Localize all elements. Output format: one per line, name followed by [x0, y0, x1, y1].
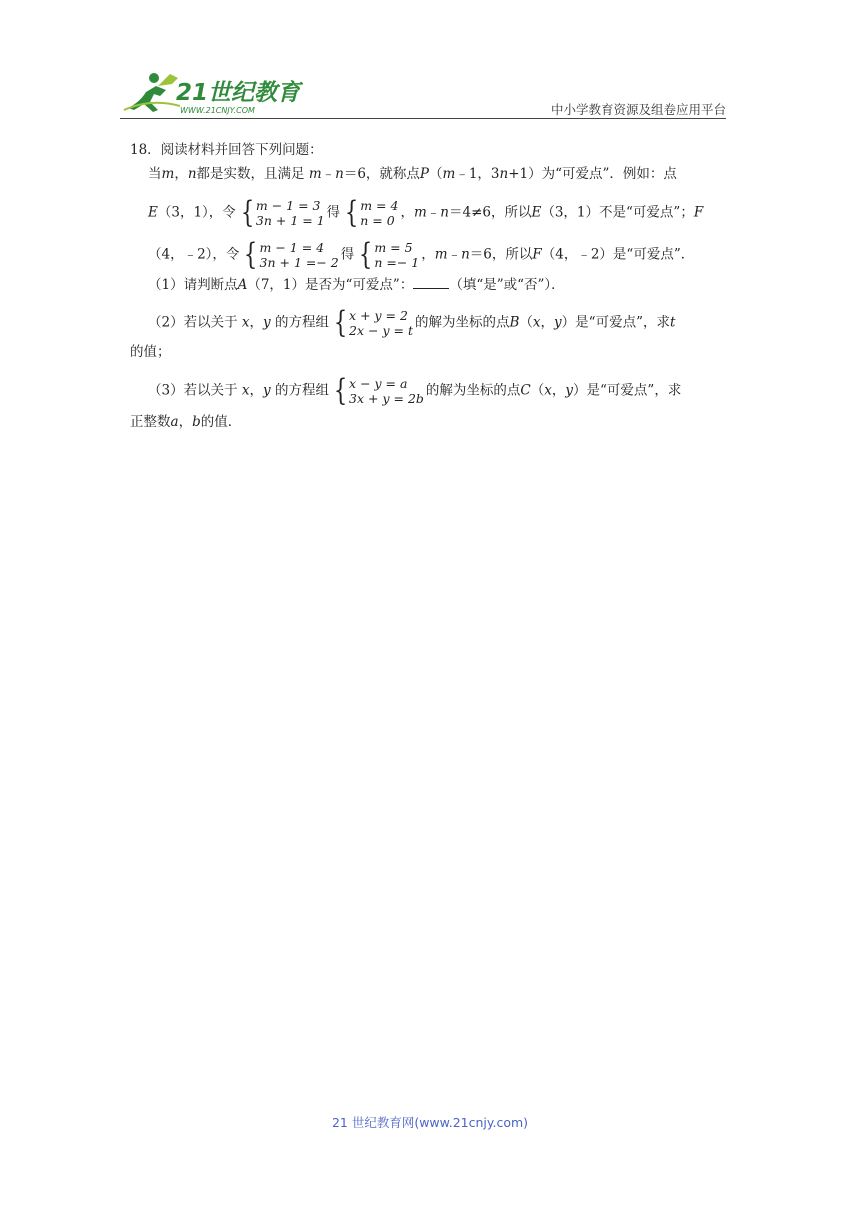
var: a	[170, 414, 179, 430]
text: （1）请判断点	[148, 277, 238, 293]
var: n	[335, 166, 344, 182]
answer-blank[interactable]	[413, 274, 449, 289]
example-f-line	[148, 237, 695, 272]
equation: x + y = 2	[349, 308, 408, 323]
equation: 3x + y = 2b	[349, 391, 424, 406]
logo-21cnjy	[120, 68, 320, 118]
var: P	[419, 166, 430, 182]
var: x	[544, 382, 552, 399]
text: 都是实数，且满足	[196, 166, 305, 182]
equation: 3n + 1 =− 2	[259, 255, 339, 270]
var: y	[554, 314, 562, 331]
var: C	[520, 382, 531, 399]
text: （填“是”或“否”）．	[449, 277, 565, 293]
text: ，	[421, 246, 435, 263]
var: n	[440, 204, 449, 221]
text: ，	[551, 382, 566, 399]
question-2-line	[148, 305, 676, 340]
text: （2）若以关于	[148, 314, 238, 331]
text: 正整数	[130, 414, 171, 430]
svg-text:21世纪教育: 21世纪教育	[176, 80, 301, 106]
text: （	[429, 166, 443, 182]
footer-link[interactable]: 21 世纪教育网(www.21cnjy.com)	[331, 1115, 529, 1130]
text: +1）为“可爱点”．例如：点	[508, 166, 677, 182]
var: y	[565, 382, 574, 399]
problem-number: 18．	[130, 142, 161, 158]
var: x	[241, 314, 250, 331]
question-1-line	[148, 274, 565, 295]
text: ，	[178, 414, 193, 430]
equation-system: { m − 1 = 4 3n + 1 =− 2	[244, 237, 339, 272]
var: x	[241, 382, 250, 399]
example-e-line	[148, 195, 704, 230]
text: ﹣	[321, 166, 336, 182]
text: 的解为坐标的点	[414, 314, 510, 331]
text: （3，1），令	[157, 204, 236, 221]
text: 当	[148, 166, 162, 182]
page-header	[120, 66, 726, 120]
equation: m = 5	[374, 240, 413, 255]
var: n	[461, 246, 470, 263]
text: ﹣	[426, 204, 441, 221]
text: （3）若以关于	[148, 382, 238, 399]
equation-system: { m = 4 n = 0	[345, 195, 399, 230]
equation: m = 4	[360, 198, 399, 213]
var: F	[693, 204, 704, 221]
text: ，	[249, 314, 264, 331]
text: ＝6，就称点	[343, 166, 420, 182]
text: 得	[340, 246, 355, 263]
text: 的值．	[200, 414, 242, 430]
text: 的方程组	[274, 314, 329, 331]
equation-system: { m − 1 = 3 3n + 1 = 1	[240, 195, 325, 230]
text: （	[519, 314, 533, 331]
var: B	[509, 314, 520, 331]
var: y	[263, 314, 271, 331]
equation-system: { x − y = a 3x + y = 2b	[333, 373, 424, 408]
question-3-line-2	[130, 412, 241, 432]
text: ，	[400, 204, 414, 221]
equation: m − 1 = 4	[259, 240, 325, 255]
text: ）是“可爱点”，求	[573, 382, 682, 399]
question-2-line-2	[130, 342, 171, 362]
equation: x − y = a	[349, 376, 408, 391]
var: x	[532, 314, 541, 331]
var: b	[192, 414, 201, 430]
equation-system: { m = 5 n =− 1	[359, 237, 420, 272]
equation: m − 1 = 3	[255, 198, 321, 213]
text: 的方程组	[274, 382, 329, 399]
var: m	[308, 166, 322, 182]
text: ﹣1，3	[455, 166, 500, 182]
svg-text:WWW.21CNJY.COM: WWW.21CNJY.COM	[180, 106, 255, 115]
text: ）是“可爱点”，求	[561, 314, 670, 331]
var: A	[237, 277, 248, 293]
text: ＝6，所以	[469, 246, 533, 263]
var: n	[187, 166, 197, 182]
text: （7，1）是否为“可爱点”：	[247, 277, 414, 293]
var: m	[161, 166, 175, 182]
text: ＝4≠6，所以	[448, 204, 532, 221]
text: （	[530, 382, 545, 399]
platform-title: 中小学教育资源及组卷应用平台	[550, 102, 726, 117]
text: ，	[174, 166, 188, 182]
var: m	[434, 246, 448, 263]
text: ，	[540, 314, 555, 331]
equation: 2x − y = t	[349, 323, 413, 338]
question-3-line	[148, 373, 682, 408]
var: m	[413, 204, 427, 221]
equation: n = 0	[360, 213, 395, 228]
var: E	[531, 204, 542, 221]
text: （4，﹣2），令	[148, 246, 240, 263]
var: F	[532, 246, 542, 263]
var: t	[669, 314, 676, 331]
var: n	[499, 166, 509, 182]
equation-system: { x + y = 2 2x − y = t	[333, 305, 413, 340]
problem-title: 阅读材料并回答下列问题：	[160, 142, 323, 158]
text: （4，﹣2）是“可爱点”．	[541, 246, 695, 263]
equation: n =− 1	[374, 255, 420, 270]
var: E	[148, 204, 158, 221]
intro-line	[148, 164, 677, 184]
header-divider	[120, 118, 726, 119]
equation: 3n + 1 = 1	[255, 213, 325, 228]
text: （3，1）不是“可爱点”；	[541, 204, 694, 221]
var: m	[442, 166, 456, 182]
text: ，	[249, 382, 264, 399]
text: ﹣	[447, 246, 462, 263]
problem-title-line	[130, 140, 323, 160]
text: 的解为坐标的点	[425, 382, 521, 399]
var: y	[263, 382, 271, 399]
text: 得	[326, 204, 341, 221]
text: 的值；	[130, 344, 171, 360]
